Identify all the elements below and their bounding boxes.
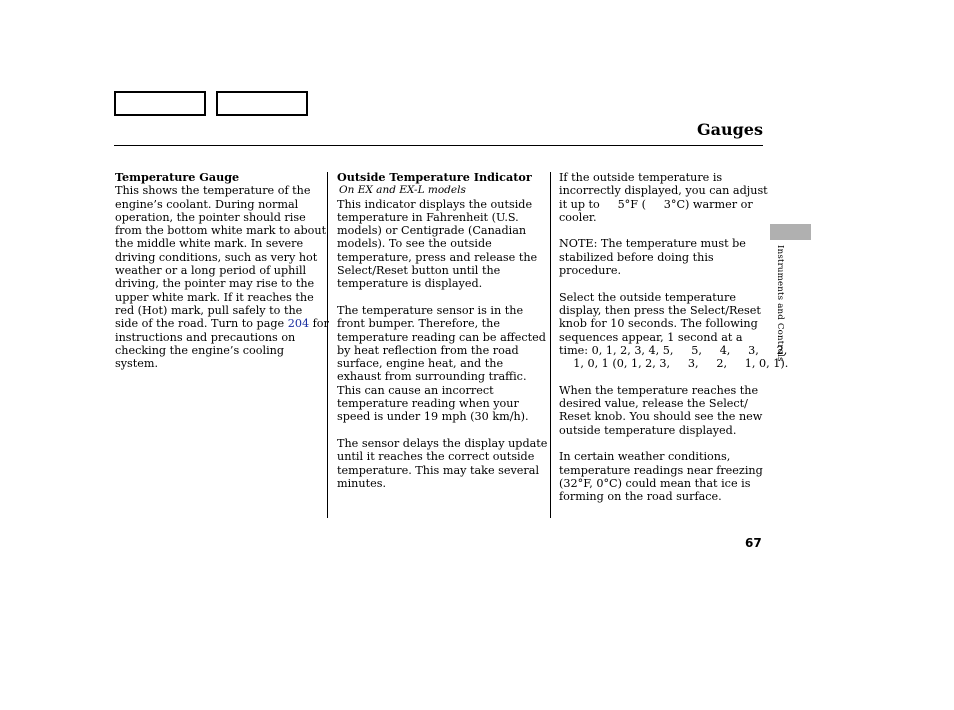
section-side-label: Instruments and Controls	[775, 245, 785, 362]
paragraph	[559, 171, 768, 224]
text-line: front bumper. Therefore, the	[337, 317, 501, 331]
text-line: incorrectly displayed, you can adjust	[559, 184, 768, 198]
text-line: driving conditions, such as very hot	[115, 250, 318, 264]
text-line: speed is under 19 mph (30 km/h).	[337, 410, 529, 424]
text-line: temperature reading when your	[337, 397, 519, 411]
text-line: from the bottom white mark to about	[115, 224, 327, 238]
text-line: This can cause an incorrect	[337, 383, 494, 397]
text-line: models). To see the outside	[337, 237, 492, 251]
text-line: NOTE: The temperature must be	[559, 237, 746, 251]
text-line: surface, engine heat, and the	[337, 357, 504, 371]
text-line: knob for 10 seconds. The following	[559, 317, 758, 331]
text-line: system.	[115, 357, 159, 371]
text-line: This indicator displays the outside	[337, 197, 533, 211]
section-heading: Outside Temperature Indicator	[337, 170, 532, 184]
text-line: Reset knob. You should see the new	[559, 410, 763, 424]
text-line: This shows the temperature of the	[115, 184, 311, 198]
text-line: checking the engine’s cooling	[115, 343, 285, 357]
text-line: until it reaches the correct outside	[337, 450, 535, 464]
text-line: it up to 5°F ( 3°C) warmer or	[559, 197, 753, 211]
nav-box-index[interactable]	[216, 91, 308, 116]
text-line: desired value, release the Select/	[559, 397, 748, 411]
text-line: exhaust from surrounding traffic.	[337, 370, 527, 384]
paragraph	[559, 450, 764, 503]
text-fragment: side of the road. Turn to page	[115, 317, 288, 331]
text-line-with-link	[115, 317, 329, 331]
text-line: 1, 0, 1 (0, 1, 2, 3, 3, 2, 1, 0, 1).	[559, 357, 789, 371]
text-line: temperature. This may take several	[337, 463, 540, 477]
paragraph	[337, 304, 545, 424]
section-tab	[770, 224, 811, 240]
text-line: If the outside temperature is	[559, 171, 723, 184]
page-number: 67	[745, 536, 762, 550]
section-subheading: On EX and EX-L models	[339, 184, 466, 197]
text-line: The temperature sensor is in the	[337, 303, 524, 317]
text-line: procedure.	[559, 264, 622, 278]
text-line: operation, the pointer should rise	[115, 210, 306, 224]
text-line: the middle white mark. In severe	[115, 237, 304, 251]
column-divider	[327, 172, 328, 518]
paragraph	[559, 384, 764, 437]
text-line: models) or Centigrade (Canadian	[337, 224, 527, 238]
paragraph	[559, 237, 764, 277]
text-line: temperature is displayed.	[337, 277, 483, 291]
text-line: Select the outside temperature	[559, 290, 736, 304]
text-line: The sensor delays the display update	[337, 436, 548, 450]
text-line: minutes.	[337, 476, 387, 490]
text-line: display, then press the Select/Reset	[559, 303, 761, 317]
column-outside-temperature	[337, 170, 548, 490]
header-rule	[114, 145, 763, 146]
paragraph	[337, 198, 545, 291]
text-line: red (Hot) mark, pull safely to the	[115, 303, 303, 317]
text-line: cooler.	[559, 210, 597, 224]
text-line: sequences appear, 1 second at a	[559, 330, 743, 344]
text-line: time: 0, 1, 2, 3, 4, 5, 5, 4, 3, 2,	[559, 343, 788, 357]
text-line: stabilized before doing this	[559, 250, 714, 264]
column-divider	[550, 172, 551, 518]
text-line: temperature, press and release the	[337, 250, 538, 264]
text-line: weather or a long period of uphill	[115, 264, 307, 278]
text-line: forming on the road surface.	[559, 490, 722, 504]
text-line: upper white mark. If it reaches the	[115, 290, 314, 304]
text-line: instructions and precautions on	[115, 330, 296, 344]
text-fragment: for	[309, 317, 329, 331]
section-heading: Temperature Gauge	[115, 170, 240, 184]
text-line: engine’s coolant. During normal	[115, 197, 299, 211]
page-link[interactable]: 204	[287, 317, 310, 331]
nav-box-back[interactable]	[114, 91, 206, 116]
paragraph	[337, 436, 548, 490]
text-line: driving, the pointer may rise to the	[115, 277, 315, 291]
text-line: outside temperature displayed.	[559, 423, 737, 437]
column-temperature-gauge	[115, 170, 329, 371]
text-line: (32°F, 0°C) could mean that ice is	[559, 476, 751, 490]
text-line: temperature in Fahrenheit (U.S.	[337, 210, 519, 224]
page-title: Gauges	[696, 120, 763, 139]
text-line: by heat reflection from the road	[337, 343, 519, 357]
text-line: temperature readings near freezing	[559, 463, 763, 477]
text-line: temperature reading can be affected	[337, 330, 546, 344]
text-line: In certain weather conditions,	[559, 450, 731, 464]
text-line: When the temperature reaches the	[559, 383, 759, 397]
text-line: Select/Reset button until the	[337, 264, 501, 278]
